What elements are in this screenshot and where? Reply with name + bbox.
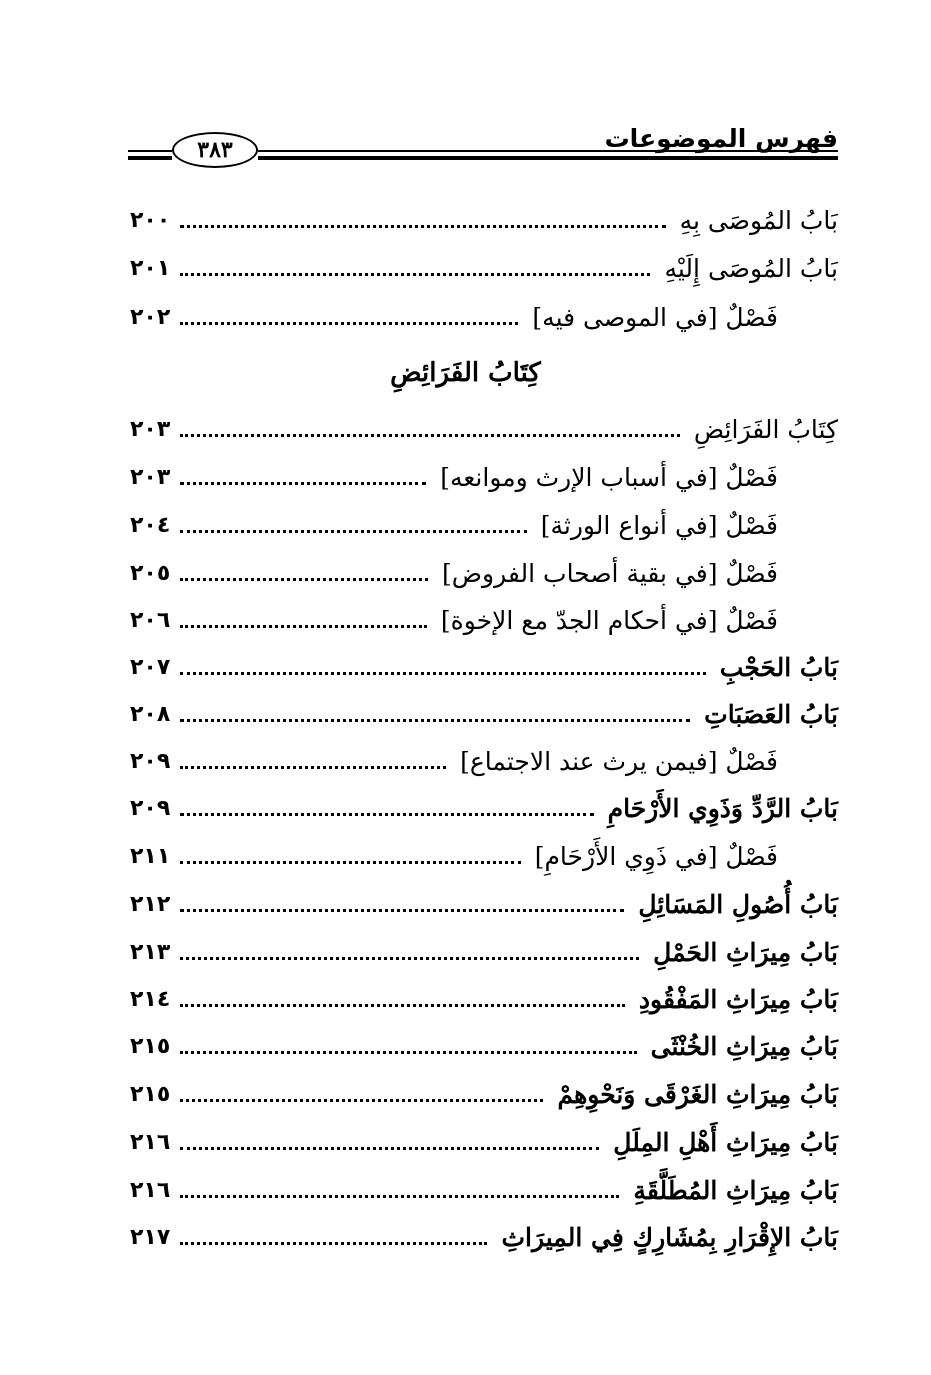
entry-page-number: ٢٠٠ [130,207,171,233]
toc-entry[interactable] [130,930,838,974]
entry-title: بَابُ مِيرَاثِ المُطَلَّقَةِ [633,1175,838,1205]
entry-page-number: ٢١٦ [130,1129,171,1155]
entry-title: فَصْلٌ [في الموصى فيه] [532,302,778,332]
entry-page-number: ٢١٣ [130,939,171,965]
entry-page-number: ٢٠٣ [130,416,171,442]
running-title: فهرس الموضوعات [604,124,838,153]
dot-leader [180,434,680,437]
toc-entry[interactable] [130,246,838,290]
entry-page-number: ٢١٥ [130,1033,171,1059]
toc-entry[interactable] [130,1024,838,1068]
entry-title: بَابُ المُوصَى إِلَيْهِ [664,253,838,283]
dot-leader [180,957,639,960]
toc-entry[interactable] [130,503,778,547]
toc-entry[interactable] [130,1215,838,1259]
toc-entry[interactable] [130,739,778,783]
entry-page-number: ٢١٦ [130,1177,171,1203]
entry-page-number: ٢٠٤ [130,512,171,538]
entry-title: فَصْلٌ [في بقية أصحاب الفروض] [442,558,778,588]
toc-entry[interactable] [130,407,838,451]
entry-title: فَصْلٌ [في أسباب الإرث وموانعه] [440,462,778,492]
dot-leader [180,1099,543,1102]
entry-title: بَابُ الرَّدِّ وَذَوِي الأَرْحَامِ [607,793,838,823]
dot-leader [180,482,426,485]
toc-entry[interactable] [130,977,838,1021]
dot-leader [180,766,446,769]
dot-leader [180,225,666,228]
page-number: ٣٨٣ [197,137,233,163]
dot-leader [180,672,706,675]
dot-leader [180,578,428,581]
entry-page-number: ٢١٢ [130,891,171,917]
entry-page-number: ٢٠٧ [130,654,171,680]
entry-title: بَابُ مِيرَاثِ أَهْلِ المِلَلِ [613,1127,838,1157]
dot-leader [180,861,521,864]
toc-entry[interactable] [130,786,838,830]
entry-title: بَابُ مِيرَاثِ الغَرْقَى وَنَحْوِهِمْ [557,1079,838,1109]
dot-leader [180,909,624,912]
entry-title: بَابُ مِيرَاثِ المَفْقُودِ [638,984,838,1014]
toc-entry[interactable] [130,882,838,926]
entry-page-number: ٢٠٦ [130,607,171,633]
toc-entry[interactable] [130,834,778,878]
entry-page-number: ٢٠٩ [130,795,171,821]
entry-title: بَابُ مِيرَاثِ الخُنْثَى [650,1031,838,1061]
dot-leader [180,813,594,816]
entry-page-number: ٢١٤ [130,986,171,1012]
toc-entry[interactable] [130,692,838,736]
dot-leader [180,1195,619,1198]
entry-title: فَصْلٌ [في أنواع الورثة] [540,510,778,540]
entry-page-number: ٢٠٣ [130,464,171,490]
dot-leader [180,1147,599,1150]
entry-title: بَابُ الحَجْبِ [719,652,838,682]
entry-page-number: ٢٠١ [130,255,171,281]
toc-entry[interactable] [130,295,778,339]
toc-entry[interactable] [130,1072,838,1116]
entry-title: بَابُ أُصُولِ المَسَائِلِ [638,889,838,919]
dot-leader [180,322,518,325]
dot-leader [180,273,650,276]
dot-leader [180,1004,625,1007]
toc-entry[interactable] [130,645,838,689]
entry-page-number: ٢٠٥ [130,560,171,586]
toc-entry[interactable] [130,455,778,499]
dot-leader [180,719,690,722]
entry-title: بَابُ مِيرَاثِ الحَمْلِ [653,937,838,967]
dot-leader [180,625,427,628]
entry-page-number: ٢٠٨ [130,701,171,727]
dot-leader [180,1051,637,1054]
toc-entry[interactable] [130,551,778,595]
entry-title: فَصْلٌ [في أحكام الجدّ مع الإخوة] [440,605,778,635]
toc-entry[interactable] [130,1168,838,1212]
page-number-badge [172,132,258,168]
toc-entry[interactable] [130,1120,838,1164]
toc-entry[interactable] [130,598,778,642]
entry-page-number: ٢٠٩ [130,748,171,774]
entry-page-number: ٢١٧ [130,1224,171,1250]
entry-page-number: ٢١٥ [130,1081,171,1107]
entry-page-number: ٢١١ [130,843,171,869]
entry-page-number: ٢٠٢ [130,304,171,330]
header-rule-left [128,150,172,160]
entry-title: كِتَابُ الفَرَائِضِ [693,414,838,444]
entry-title: بَابُ المُوصَى بِهِ [679,205,838,235]
toc-entry[interactable] [130,198,838,242]
section-heading: كِتَابُ الفَرَائِضِ [390,358,541,388]
entry-title: بَابُ الإِقْرَارِ بِمُشَارِكٍ فِي المِيرَاثِ [501,1222,838,1252]
dot-leader [180,1242,487,1245]
entry-title: بَابُ العَصَبَاتِ [704,699,838,729]
entry-title: فَصْلٌ [في ذَوِي الأَرْحَامِ] [534,841,778,871]
dot-leader [180,530,527,533]
entry-title: فَصْلٌ [فيمن يرث عند الاجتماع] [460,746,778,776]
page-header [128,122,838,170]
